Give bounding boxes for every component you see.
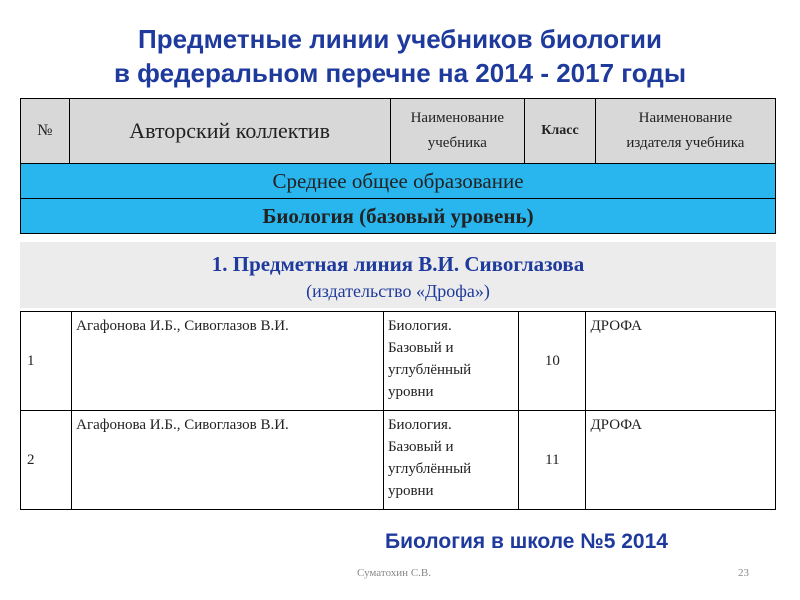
header-table — [20, 98, 776, 234]
row-textbook-line-4: уровни — [387, 483, 434, 499]
header-publisher-line-2: издателя учебника — [626, 135, 745, 151]
row-textbook-line-2: Базовый и — [387, 439, 454, 455]
row-textbook-line-4: уровни — [387, 384, 434, 400]
school-note: Биология в школе №5 2014 — [385, 530, 668, 553]
row-authors: Агафонова И.Б., Сивоглазов В.И. — [72, 312, 384, 411]
table-row — [21, 411, 776, 510]
header-name-line-2: учебника — [427, 135, 487, 151]
header-no: № — [21, 99, 70, 164]
title-line-2: в федеральном перечне на 2014 - 2017 годы — [113, 58, 687, 88]
row-publisher: ДРОФА — [586, 411, 776, 510]
row-publisher: ДРОФА — [586, 312, 776, 411]
row-textbook-line-3: углублённый — [387, 362, 472, 378]
row-textbook — [383, 411, 518, 510]
slide-author: Суматохин С.В. — [357, 567, 431, 579]
row-number: 2 — [21, 411, 72, 510]
header-textbook-name — [390, 99, 525, 164]
row-authors: Агафонова И.Б., Сивоглазов В.И. — [72, 411, 384, 510]
section-row — [21, 164, 776, 199]
row-textbook-line-2: Базовый и — [387, 340, 454, 356]
header-publisher — [595, 99, 775, 164]
textbook-table — [20, 311, 776, 510]
subject-line-publisher: (издательство «Дрофа») — [306, 281, 490, 301]
header-publisher-line-1: Наименование — [638, 110, 733, 126]
slide-title — [0, 22, 800, 90]
table-row — [21, 312, 776, 411]
subsection-row — [21, 199, 776, 234]
row-textbook-line-1: Биология. — [387, 417, 452, 433]
subject-line-title: 1. Предметная линия В.И. Сивоглазова — [211, 252, 585, 276]
row-class: 11 — [519, 411, 586, 510]
row-textbook-line-3: углублённый — [387, 461, 472, 477]
header-name-line-1: Наименование — [410, 110, 505, 126]
header-class: Класс — [525, 99, 596, 164]
section-label: Среднее общее образование — [21, 164, 776, 199]
row-class: 10 — [519, 312, 586, 411]
subsection-label: Биология (базовый уровень) — [21, 199, 776, 234]
header-authors: Авторский коллектив — [69, 99, 390, 164]
header-row — [21, 99, 776, 164]
title-line-1: Предметные линии учебников биологии — [138, 24, 662, 54]
subject-line-banner — [20, 242, 776, 308]
row-textbook-line-1: Биология. — [387, 318, 452, 334]
row-textbook — [383, 312, 518, 411]
row-number: 1 — [21, 312, 72, 411]
page-number: 23 — [738, 567, 749, 579]
